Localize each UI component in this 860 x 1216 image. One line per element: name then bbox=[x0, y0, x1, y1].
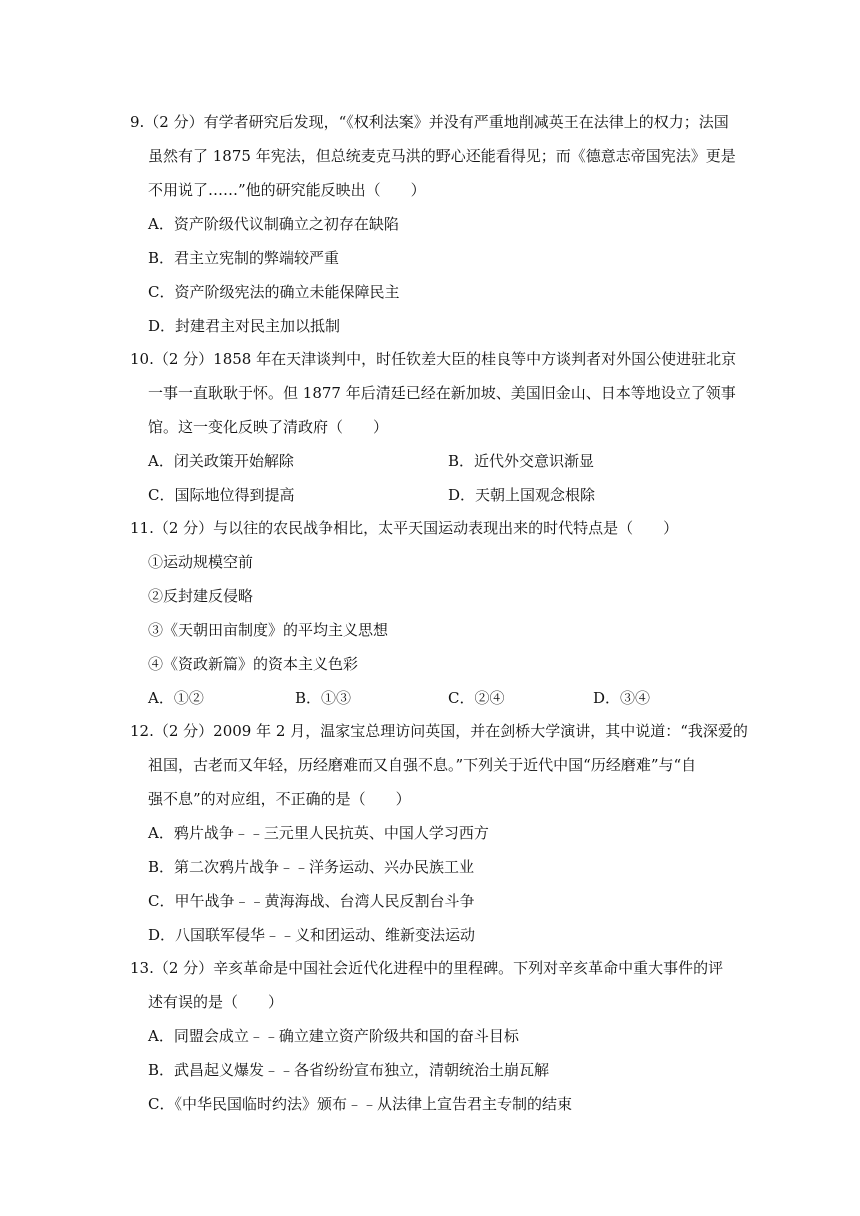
question-9-option-d: D．封建君主对民主加以抵制 bbox=[148, 317, 341, 335]
question-11-option-d: D．③④ bbox=[593, 689, 651, 707]
question-11-item-1: ①运动规模空前 bbox=[148, 553, 254, 571]
question-9-option-b: B．君主立宪制的弊端较严重 bbox=[148, 249, 340, 267]
question-10-option-c: C．国际地位得到提高 bbox=[148, 486, 295, 504]
question-13-stem-line-1: 13.（2 分）辛亥革命是中国社会近代化进程中的里程碑。下列对辛亥革命中重大事件的评 bbox=[130, 959, 724, 977]
question-13-option-a: A．同盟会成立﹣﹣确立建立资产阶级共和国的奋斗目标 bbox=[148, 1027, 519, 1045]
question-11-option-c: C．②④ bbox=[448, 689, 505, 707]
question-9-option-a: A．资产阶级代议制确立之初存在缺陷 bbox=[148, 215, 399, 233]
question-13-option-c: C．《中华民国临时约法》颁布﹣﹣从法律上宣告君主专制的结束 bbox=[148, 1095, 572, 1113]
question-11-item-2: ②反封建反侵略 bbox=[148, 587, 254, 605]
question-11-option-a: A．①② bbox=[148, 689, 204, 707]
question-11-stem: 11.（2 分）与以往的农民战争相比，太平天国运动表现出来的时代特点是（ ） bbox=[130, 519, 679, 537]
question-11-item-3: ③《天朝田亩制度》的平均主义思想 bbox=[148, 621, 389, 639]
question-10-stem-line-2: 一事一直耿耿于怀。但 1877 年后清廷已经在新加坡、美国旧金山、日本等地设立了领事 bbox=[148, 384, 736, 402]
question-10-stem-line-3: 馆。这一变化反映了清政府（ ） bbox=[148, 418, 389, 436]
question-12-stem-line-2: 祖国，古老而又年轻，历经磨难而又自强不息。”下列关于近代中国“历经磨难”与“自 bbox=[148, 756, 697, 774]
question-11-item-4: ④《资政新篇》的资本主义色彩 bbox=[148, 655, 359, 673]
question-9-stem-line-1: 9.（2 分）有学者研究后发现，“《权利法案》并没有严重地削减英王在法律上的权力；法国 bbox=[130, 113, 729, 131]
question-12-option-c: C．甲午战争﹣﹣黄海海战、台湾人民反割台斗争 bbox=[148, 892, 475, 910]
question-12-option-a: A．鸦片战争﹣﹣三元里人民抗英、中国人学习西方 bbox=[148, 824, 489, 842]
question-12-stem-line-3: 强不息”的对应组，不正确的是（ ） bbox=[148, 790, 411, 808]
question-12-stem-line-1: 12.（2 分）2009 年 2 月，温家宝总理访问英国，并在剑桥大学演讲，其中说道：“我深爱的 bbox=[130, 722, 748, 740]
question-12-option-b: B．第二次鸦片战争﹣﹣洋务运动、兴办民族工业 bbox=[148, 858, 475, 876]
question-10-option-b: B．近代外交意识渐显 bbox=[448, 452, 595, 470]
question-9-stem-line-2: 虽然有了 1875 年宪法，但总统麦克马洪的野心还能看得见；而《德意志帝国宪法》更是 bbox=[148, 147, 736, 165]
question-13-stem-line-2: 述有误的是（ ） bbox=[148, 993, 284, 1011]
question-10-option-d: D．天朝上国观念根除 bbox=[448, 486, 596, 504]
question-11-option-b: B．①③ bbox=[295, 689, 352, 707]
question-10-option-a: A．闭关政策开始解除 bbox=[148, 452, 294, 470]
question-9-stem-line-3: 不用说了……”他的研究能反映出（ ） bbox=[148, 181, 426, 199]
question-12-option-d: D．八国联军侵华﹣﹣义和团运动、维新变法运动 bbox=[148, 926, 476, 944]
question-9-option-c: C．资产阶级宪法的确立未能保障民主 bbox=[148, 283, 400, 301]
question-10-stem-line-1: 10.（2 分）1858 年在天津谈判中，时任钦差大臣的桂良等中方谈判者对外国公使进驻北京 bbox=[130, 350, 737, 368]
question-13-option-b: B．武昌起义爆发﹣﹣各省纷纷宣布独立，清朝统治土崩瓦解 bbox=[148, 1061, 550, 1079]
